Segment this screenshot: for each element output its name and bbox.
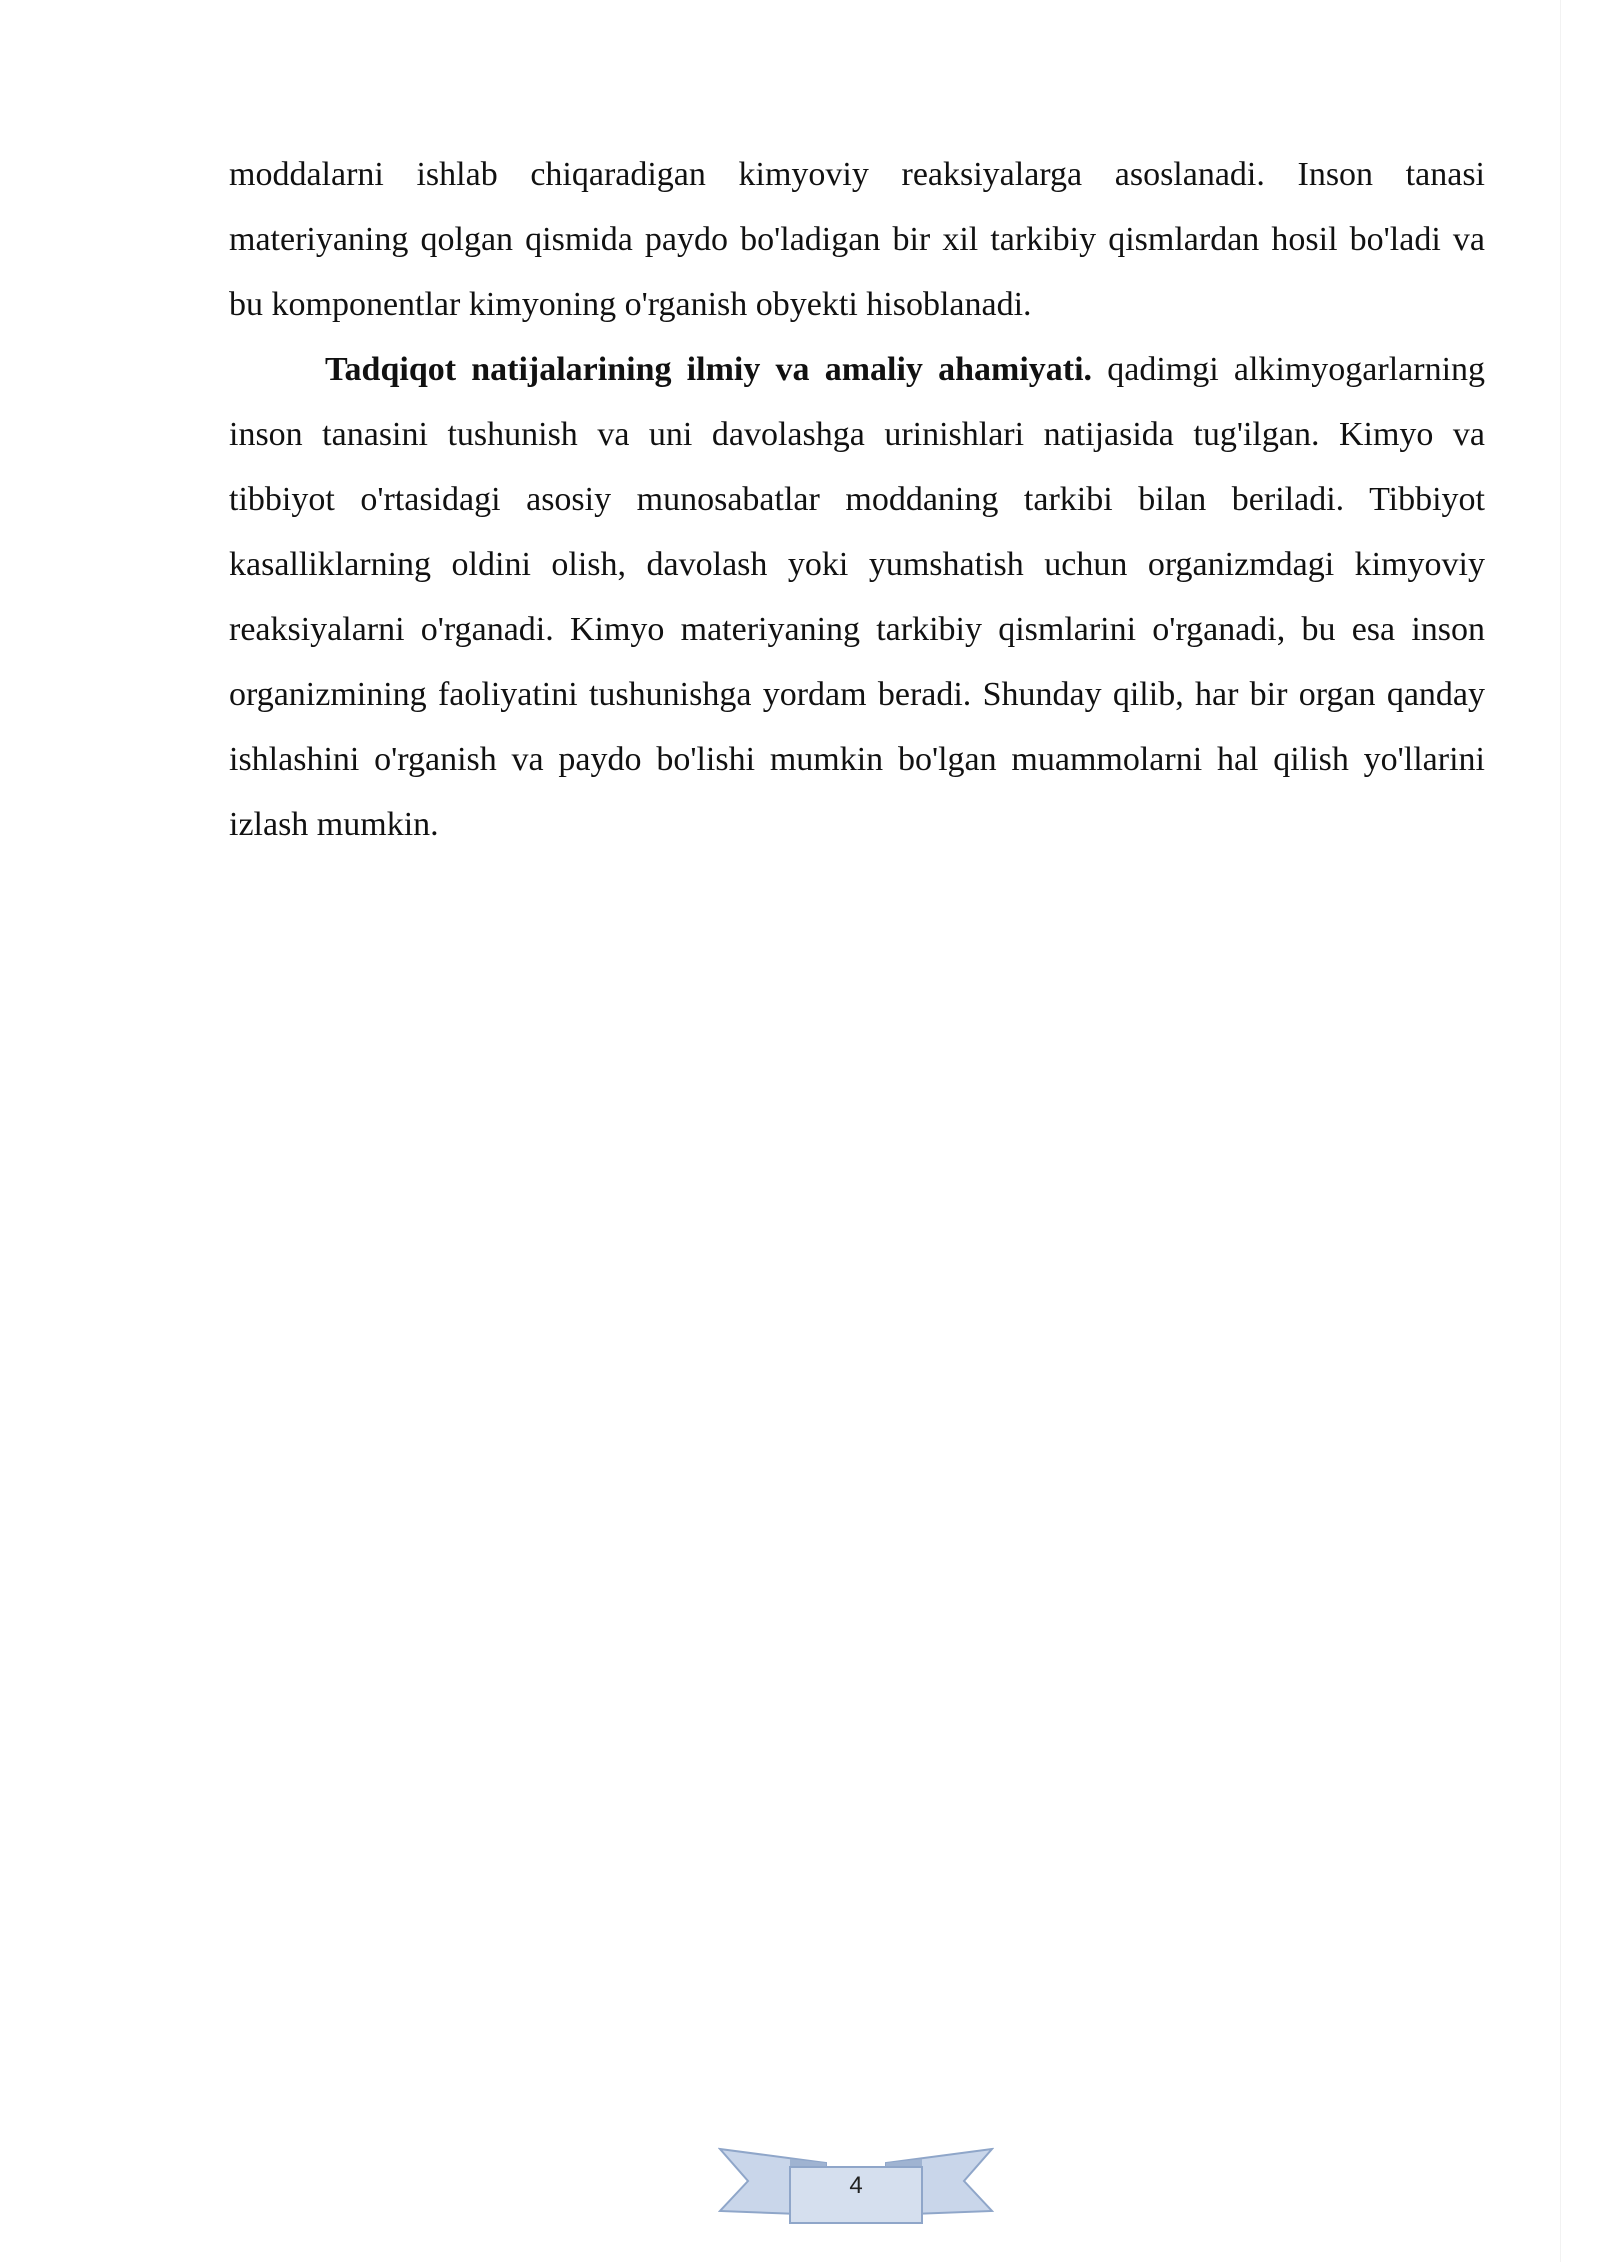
paragraph-continuation: moddalarni ishlab chiqaradigan kimyoviy reaksiyalarga asoslanadi. Inson tanasi materiyaning qolgan qismida paydo bo'ladigan bir xil tarkibiy qismlardan hosil bo'ladi va bu komponentlar kimyoning o'rganish obyekti hisoblanadi. (229, 156, 1485, 323)
document-body (229, 142, 1485, 857)
paragraph-heading: Tadqiqot natijalarining ilmiy va amaliy ahamiyati. (325, 351, 1093, 388)
page-edge (1560, 0, 1561, 2262)
paragraph-research-significance (229, 337, 1485, 857)
paragraph-text: qadimgi alkimyogarlarning inson tanasini tushunish va uni davolashga urinishlari natijasida tug'ilgan. Kimyo va tibbiyot o'rtasidagi asosiy munosabatlar moddaning tarkibi bilan beriladi. Tibbiyot kasalliklarning oldini olish, davolash yoki yumshatish uchun organizmdagi kimyoviy reaksiyalarni o'rganadi. Kimyo materiyaning tarkibiy qismlarini o'rganadi, bu esa inson organizmining faoliyatini tushunishga yordam beradi. Shunday qilib, har bir organ qanday ishlashini o'rganish va paydo bo'lishi mumkin bo'lgan muammolarni hal qilish yo'llarini izlash mumkin. (229, 351, 1486, 843)
page-number: 4 (849, 2172, 863, 2199)
